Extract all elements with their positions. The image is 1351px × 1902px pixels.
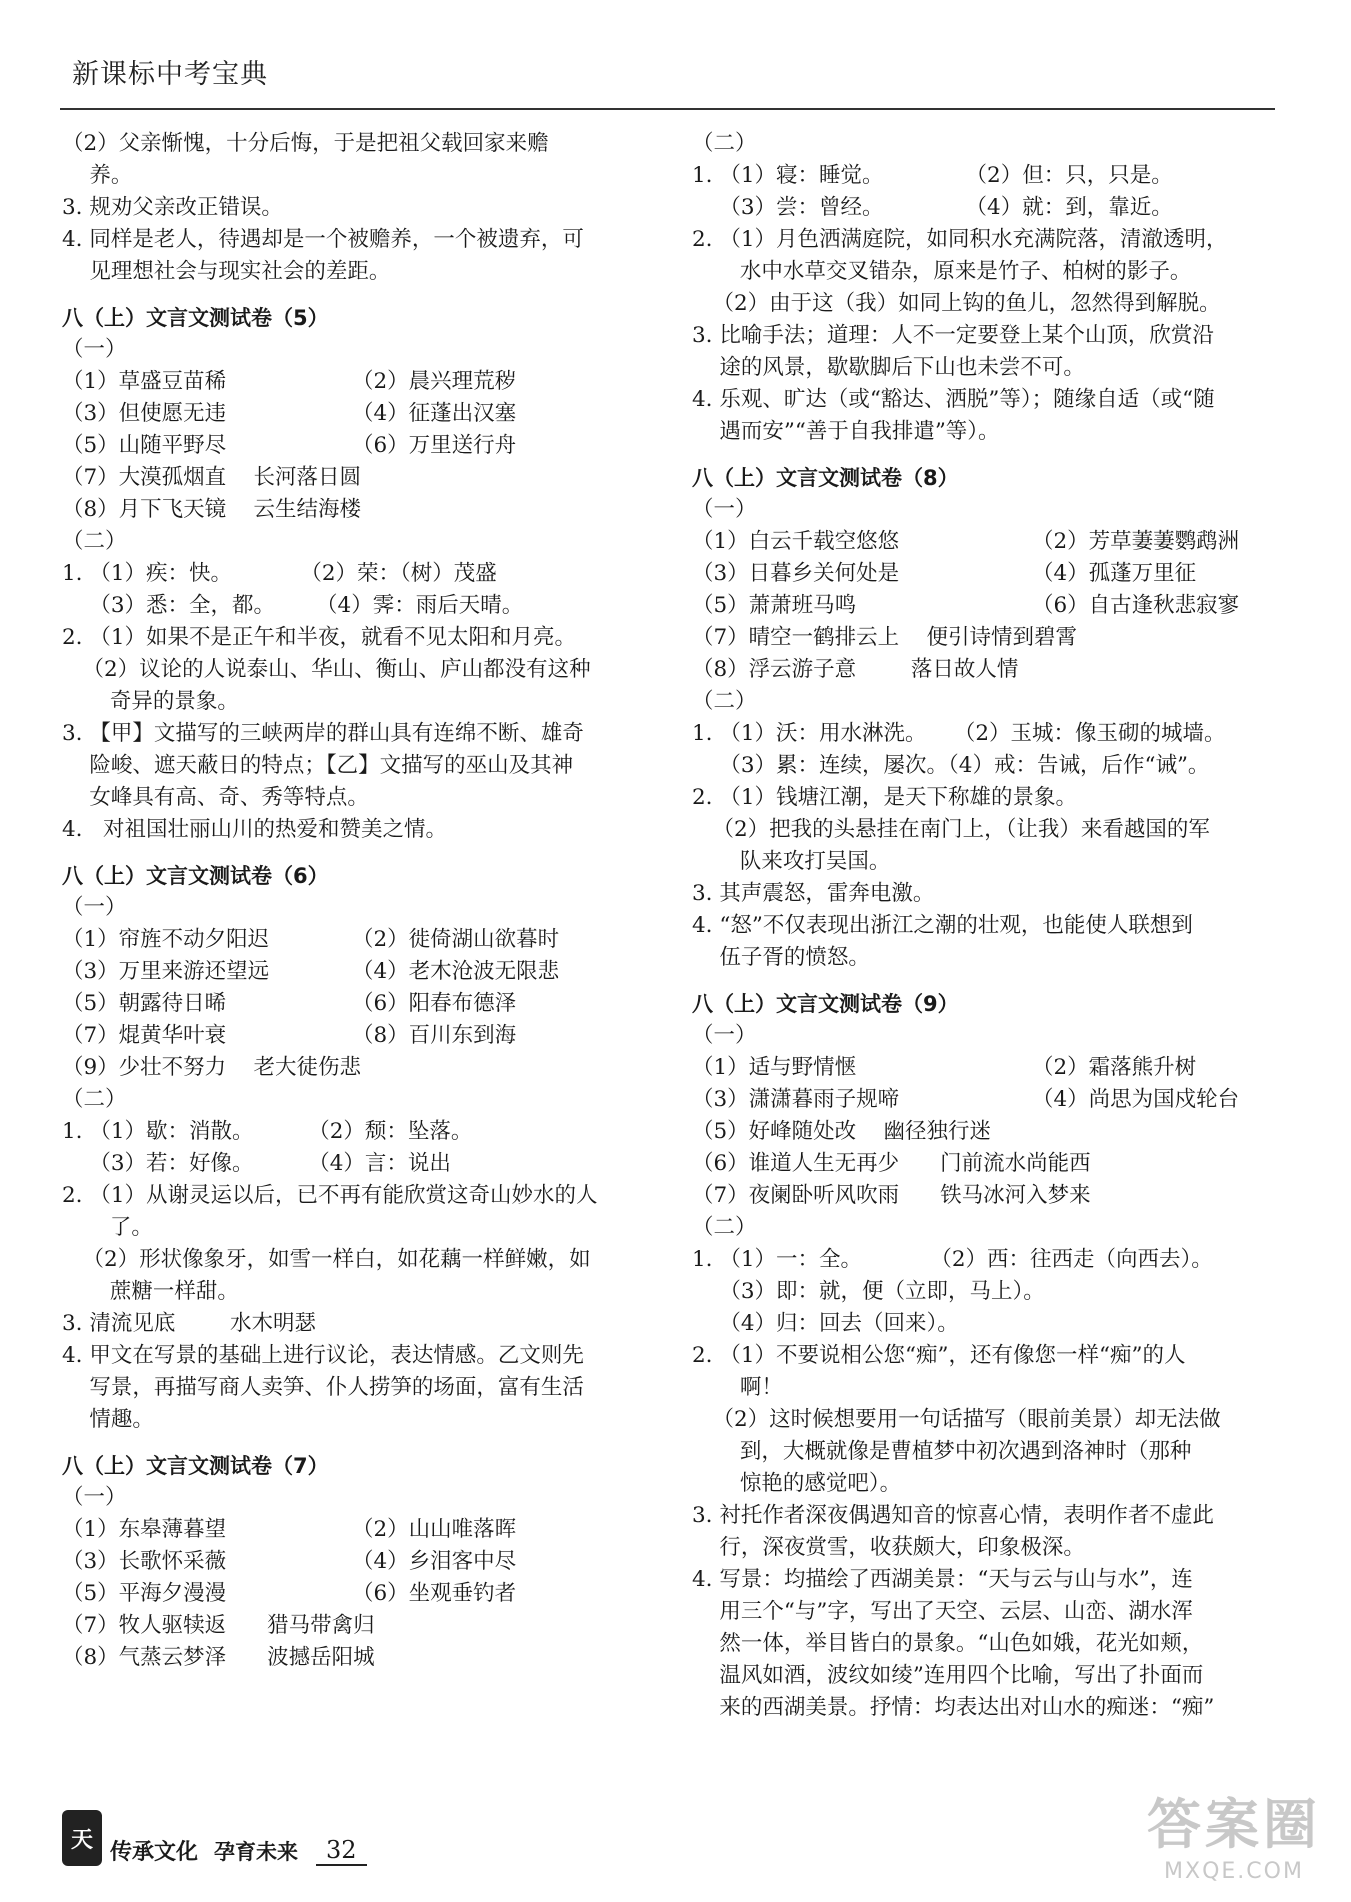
answer-line: 3. 规劝父亲改正错误。 [62,195,283,220]
test-5-section [62,302,662,846]
answer-item: （4）尚思为国戍轮台 [1032,1087,1240,1112]
answer-line: （8）月下飞天镜 云生结海楼 [62,497,362,522]
test-7-section [62,1450,662,1674]
answer-line: （8）浮云游子意 落日故人情 [692,657,1019,682]
answer-line: （3）悉：全，都。 （4）霁：雨后天晴。 [62,593,524,618]
watermark-title: 答案圈 [1147,1793,1321,1856]
page-number: 32 [316,1836,367,1866]
answer-line: 蔗糖一样甜。 [62,1279,239,1304]
section-title: 八（上）文言文测试卷（8） [692,466,959,490]
answer-row [62,398,662,430]
watermark-url: MXQE.COM [1164,1859,1304,1884]
answer-row [692,526,1282,558]
answer-row [62,988,662,1020]
answer-line: 4. 同样是老人，待遇却是一个被赡养，一个被遗弃，可 [62,227,584,252]
answer-line: （8）气蒸云梦泽 波撼岳阳城 [62,1645,375,1670]
answer-item: （2）徙倚湖山欲暮时 [352,927,560,952]
answer-row [692,590,1282,622]
answer-item: （1）适与野情惬 [692,1055,857,1080]
answer-line: 养。 [62,163,133,188]
answer-line: 用三个“与”字，写出了天空、云层、山峦、湖水浑 [692,1599,1193,1624]
part-label: （二） [692,1215,757,1240]
answer-item: （1）草盛豆苗稀 [62,369,227,394]
answer-item: （3）日暮乡关何处是 [692,561,900,586]
answer-line: 啊！ [692,1375,783,1400]
part-label: （二） [692,131,757,156]
publisher-brand: 传承文化 [110,1840,199,1865]
answer-line: （3）累：连续，屡次。（4）戒：告诫，后作“诫”。 [692,753,1210,778]
answer-line: 伍子胥的愤怒。 [692,945,870,970]
section-title: 八（上）文言文测试卷（5） [62,306,329,330]
answer-row [692,558,1282,590]
answer-line: （2）父亲惭愧，十分后悔，于是把祖父载回家来赡 [62,131,549,156]
answer-line: 温风如酒，波纹如绫”连用四个比喻，写出了扑面而 [692,1663,1204,1688]
section-title: 八（上）文言文测试卷（7） [62,1454,329,1478]
answer-line: 3. 衬托作者深夜偶遇知音的惊喜心情，表明作者不虚此 [692,1503,1214,1528]
intro-answers [62,128,662,288]
answer-line: （3）尝：曾经。 （4）就：到，靠近。 [692,195,1173,220]
answer-line: 1. （1）歇：消散。 （2）颓：坠落。 [62,1119,473,1144]
answer-line: 行，深夜赏雪，收获颇大，印象极深。 [692,1535,1085,1560]
answer-line: 水中水草交叉错杂，原来是竹子、柏树的影子。 [692,259,1192,284]
section-title: 八（上）文言文测试卷（6） [62,864,329,888]
answer-line: 遇而安”“善于自我排遣”等）。 [692,419,1000,444]
answer-item: （5）平海夕漫漫 [62,1581,227,1606]
answer-line: 2. （1）如果不是正午和半夜，就看不见太阳和月亮。 [62,625,577,650]
answer-line: 了。 [62,1215,153,1240]
answer-row [62,956,662,988]
answer-line: （2）形状像象牙，如雪一样白，如花藕一样鲜嫩，如 [62,1247,591,1272]
answer-line: 2. （1）钱塘江潮，是天下称雄的景象。 [692,785,1078,810]
answer-item: （5）朝露待日晞 [62,991,227,1016]
section-title: 八（上）文言文测试卷（9） [692,992,959,1016]
part-label: （二） [692,689,757,714]
answer-item: （5）萧萧班马鸣 [692,593,857,618]
answer-line: （3）即：就，便（立即，马上）。 [692,1279,1045,1304]
part-label: （一） [62,337,127,362]
answer-row [692,1052,1282,1084]
answer-item: （4）乡泪客中尽 [352,1549,517,1574]
answer-line: 1. （1）疾：快。 （2）荣：（树）茂盛 [62,561,497,586]
answer-row [62,430,662,462]
answer-item: （1）帘旌不动夕阳迟 [62,927,270,952]
part-label: （二） [62,1087,127,1112]
answer-line: （9）少壮不努力 老大徒伤悲 [62,1055,362,1080]
answer-row [62,366,662,398]
answer-item: （2）芳草萋萋鹦鹉洲 [1032,529,1240,554]
answer-item: （6）阳春布德泽 [352,991,517,1016]
answer-line: 1. （1）一：全。 （2）西：往西走（向西去）。 [692,1247,1213,1272]
answer-line: 4. 写景：均描绘了西湖美景：“天与云与山与水”，连 [692,1567,1193,1592]
answer-item: （2）霜落熊升树 [1032,1055,1197,1080]
answer-line: （6）谁道人生无再少 门前流水尚能西 [692,1151,1091,1176]
part-label: （一） [62,1485,127,1510]
answer-line: 到，大概就像是曹植梦中初次遇到洛神时（那种 [692,1439,1192,1464]
header-divider [60,108,1275,110]
answer-line: （5）好峰随处改 幽径独行迷 [692,1119,992,1144]
answer-line: （7）牧人驱犊返 猎马带禽归 [62,1613,375,1638]
answer-line: 队来攻打吴国。 [692,849,891,874]
page-footer [62,1810,367,1866]
answer-item: （4）老木沧波无限悲 [352,959,560,984]
answer-row [62,1514,662,1546]
left-column [62,128,662,1674]
answer-line: （2）议论的人说泰山、华山、衡山、庐山都没有这种 [62,657,591,682]
answer-line: 女峰具有高、奇、秀等特点。 [62,785,369,810]
answer-line: 奇异的景象。 [62,689,239,714]
right-column [692,128,1282,1724]
part-label: （一） [62,895,127,920]
answer-row [62,924,662,956]
answer-line: （7）夜阑卧听风吹雨 铁马冰河入梦来 [692,1183,1091,1208]
answer-line: 2. （1）不要说相公您“痴”，还有像您一样“痴”的人 [692,1343,1186,1368]
answer-line: 4. 甲文在写景的基础上进行议论，表达情感。乙文则先 [62,1343,584,1368]
answer-line: 3. 其声震怒，雷奔电激。 [692,881,935,906]
answer-line: 然一体，举目皆白的景象。“山色如娥，花光如颊， [692,1631,1204,1656]
answer-item: （6）自古逢秋悲寂寥 [1032,593,1240,618]
publisher-slogan: 孕育未来 [214,1840,299,1864]
answer-item: （4）征蓬出汉塞 [352,401,517,426]
part-label: （一） [692,1023,757,1048]
test-9-section [692,988,1282,1724]
answer-line: （2）由于这（我）如同上钩的鱼儿，忽然得到解脱。 [692,291,1221,316]
test-7-continued [692,128,1282,448]
answer-line: 见理想社会与现实社会的差距。 [62,259,391,284]
answer-row [62,1578,662,1610]
answer-item: （1）白云千载空悠悠 [692,529,900,554]
publisher-logo-icon: 天 [62,1810,102,1866]
answer-item: （7）焜黄华叶衰 [62,1023,227,1048]
answer-item: （3）潇潇暮雨子规啼 [692,1087,900,1112]
answer-line: 3. 清流见底 水木明瑟 [62,1311,317,1336]
answer-line: （7）晴空一鹤排云上 便引诗情到碧霄 [692,625,1078,650]
site-watermark [1147,1782,1321,1884]
answer-line: 4. “怒”不仅表现出浙江之潮的壮观，也能使人联想到 [692,913,1193,938]
answer-line: 3. 【甲】文描写的三峡两岸的群山具有连绵不断、雄奇 [62,721,584,746]
answer-line: （4）归：回去（回来）。 [692,1311,959,1336]
book-title: 新课标中考宝典 [72,59,268,90]
answer-item: （3）长歌怀采薇 [62,1549,227,1574]
answer-line: 2. （1）月色洒满庭院，如同积水充满院落，清澈透明， [692,227,1228,252]
answer-item: （5）山随平野尽 [62,433,227,458]
answer-item: （2）晨兴理荒秽 [352,369,517,394]
answer-row [692,1084,1282,1116]
answer-item: （8）百川东到海 [352,1023,517,1048]
answer-line: 4. 乐观、旷达（或“豁达、洒脱”等）；随缘自适（或“随 [692,387,1215,412]
test-6-section [62,860,662,1436]
answer-line: （7）大漠孤烟直 长河落日圆 [62,465,362,490]
answer-line: 途的风景，歇歇脚后下山也未尝不可。 [692,355,1085,380]
answer-line: 4. 对祖国壮丽山川的热爱和赞美之情。 [62,817,448,842]
answer-line: （2）把我的头悬挂在南门上，（让我）来看越国的军 [692,817,1210,842]
answer-line: 写景，再描写商人卖笋、仆人捞笋的场面，富有生活 [62,1375,584,1400]
part-label: （一） [692,497,757,522]
answer-line: 来的西湖美景。抒情：均表达出对山水的痴迷：“痴” [692,1695,1215,1720]
answer-line: 险峻、遮天蔽日的特点；【乙】文描写的巫山及其神 [62,753,574,778]
answer-item: （2）山山唯落晖 [352,1517,517,1542]
answer-line: （3）若：好像。 （4）言：说出 [62,1151,451,1176]
answer-item: （3）万里来游还望远 [62,959,270,984]
answer-line: （2）这时候想要用一句话描写（眼前美景）却无法做 [692,1407,1221,1432]
answer-line: 3. 比喻手法；道理：人不一定要登上某个山顶，欣赏沿 [692,323,1214,348]
answer-item: （1）东皋薄暮望 [62,1517,227,1542]
answer-item: （3）但使愿无违 [62,401,227,426]
test-8-section [692,462,1282,974]
part-label: （二） [62,529,127,554]
answer-row [62,1020,662,1052]
answer-line: 1. （1）沃：用水淋洗。 （2）玉城：像玉砌的城墙。 [692,721,1226,746]
answer-line: 1. （1）寝：睡觉。 （2）但：只，只是。 [692,163,1173,188]
answer-line: 惊艳的感觉吧）。 [692,1471,902,1496]
answer-line: 2. （1）从谢灵运以后，已不再有能欣赏这奇山妙水的人 [62,1183,598,1208]
answer-row [62,1546,662,1578]
answer-item: （6）万里送行舟 [352,433,517,458]
answer-item: （4）孤蓬万里征 [1032,561,1197,586]
answer-item: （6）坐观垂钓者 [352,1581,517,1606]
answer-line: 情趣。 [62,1407,154,1432]
